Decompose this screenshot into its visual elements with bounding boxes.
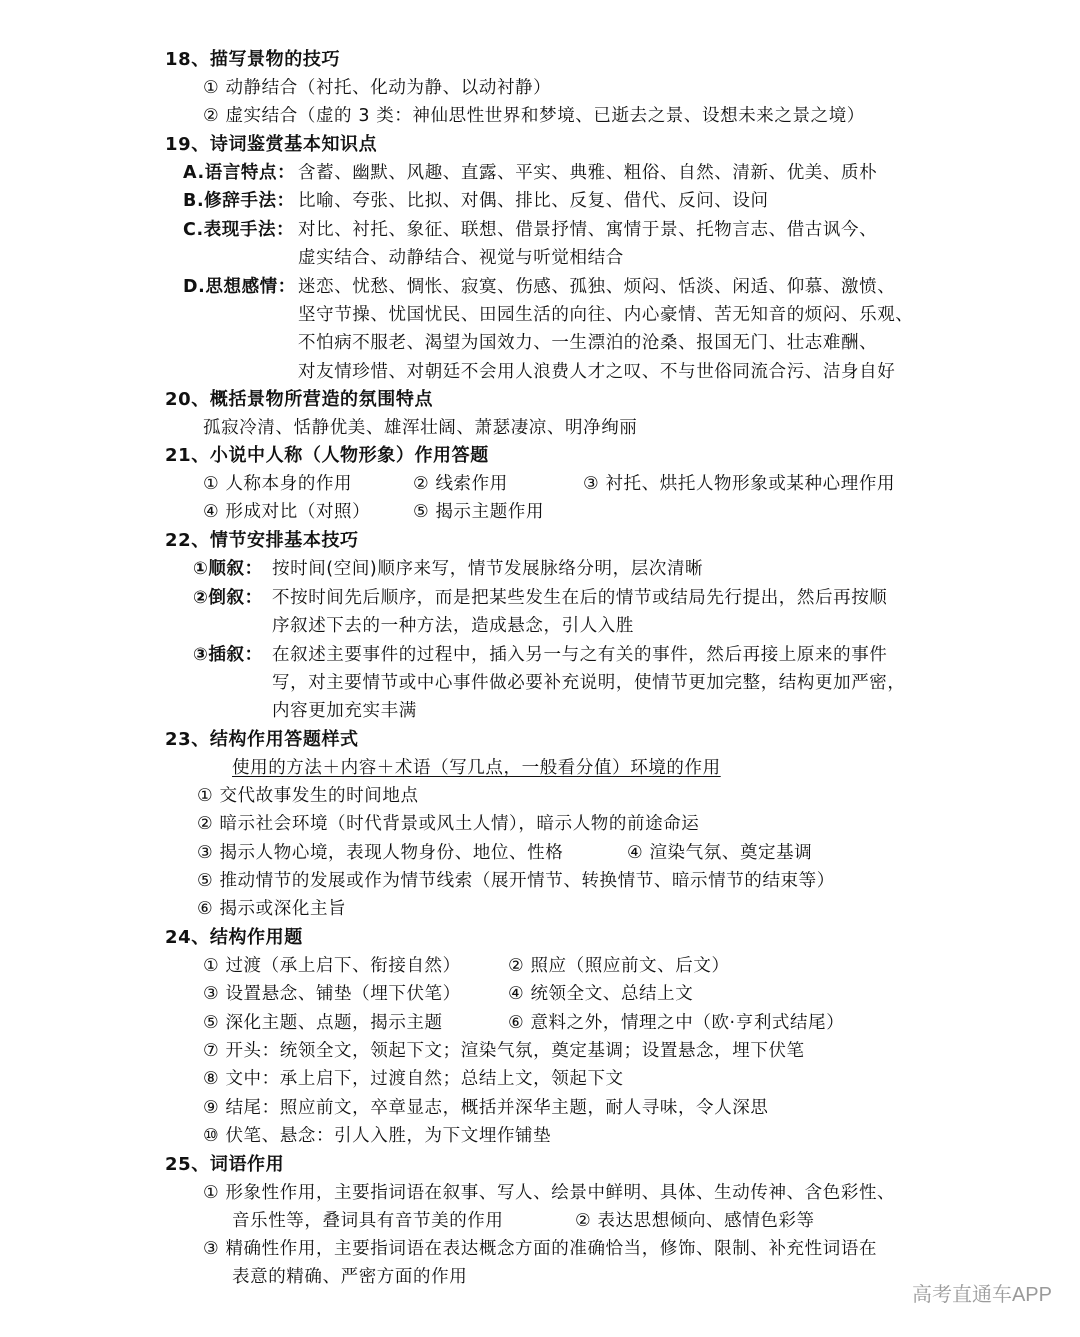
section-19-d-text-2: 坚守节操、忧国忧民、田园生活的向往、内心豪情、苦无知音的烦闷、乐观、 (298, 305, 914, 325)
section-19-c-text-1: 对比、衬托、象征、联想、借景抒情、寓情于景、托物言志、借古讽今、 (298, 220, 878, 240)
section-21-item-3: ③ 衬托、烘托人物形象或某种心理作用 (583, 474, 896, 494)
section-19-a-text: 含蓄、幽默、风趣、直露、平实、典雅、粗俗、自然、清新、优美、质朴 (298, 163, 878, 183)
section-19-c-label: C.表现手法： (183, 220, 295, 240)
section-23-line-4: ⑤ 推动情节的发展或作为情节线索（展开情节、转换情节、暗示情节的结束等） (197, 871, 835, 891)
section-23-line-1: ① 交代故事发生的时间地点 (197, 786, 419, 806)
section-24-line-6: ⑨ 结尾：照应前文，卒章显志，概括并深华主题，耐人寻味，令人深思 (203, 1098, 769, 1118)
section-22-c-label: ③插叙： (193, 645, 263, 665)
section-20-line-1: 孤寂冷清、恬静优美、雄浑壮阔、萧瑟凄凉、明净绚丽 (203, 418, 638, 438)
section-24-line-3a: ⑤ 深化主题、点题，揭示主题 (203, 1013, 443, 1033)
section-24-line-2a: ③ 设置悬念、铺垫（埋下伏笔） (203, 984, 461, 1004)
section-19-b-label: B.修辞手法： (183, 191, 295, 211)
section-22-c-text-2: 写，对主要情节或中心事件做必要补充说明，使情节更加完整，结构更加严密， (272, 673, 906, 693)
section-24-line-1a: ① 过渡（承上启下、衔接自然） (203, 956, 461, 976)
section-24-line-1b: ② 照应（照应前文、后文） (508, 956, 730, 976)
section-25-line-2a: 音乐性等，叠词具有音节美的作用 (232, 1211, 504, 1231)
section-21-item-1: ① 人称本身的作用 (203, 474, 353, 494)
section-23-line-3b: ④ 渲染气氛、奠定基调 (627, 843, 813, 863)
section-24-line-2b: ④ 统领全文、总结上文 (508, 984, 694, 1004)
section-22-title: 22、情节安排基本技巧 (165, 530, 359, 551)
section-21-title: 21、小说中人称（人物形象）作用答题 (165, 445, 489, 466)
section-22-c-text-3: 内容更加充实丰满 (272, 701, 417, 721)
section-19-d-text-1: 迷恋、忧愁、惆怅、寂寞、伤感、孤独、烦闷、恬淡、闲适、仰慕、激愤、 (298, 277, 896, 297)
section-19-title: 19、诗词鉴赏基本知识点 (165, 134, 378, 155)
section-22-b-text-1: 不按时间先后顺序，而是把某些发生在后的情节或结局先行提出，然后再按顺 (272, 588, 888, 608)
section-19-d-text-3: 不怕病不服老、渴望为国效力、一生漂泊的沧桑、报国无门、壮志难酬、 (298, 333, 878, 353)
section-23-formula: 使用的方法＋内容＋术语（写几点，一般看分值）环境的作用 (232, 758, 721, 778)
section-23-line-5: ⑥ 揭示或深化主旨 (197, 899, 347, 919)
watermark-text: 高考直通车APP (911, 1284, 1052, 1306)
section-22-b-text-2: 序叙述下去的一种方法，造成悬念，引人入胜 (272, 616, 634, 636)
section-24-title: 24、结构作用题 (165, 927, 303, 948)
section-24-line-3b: ⑥ 意料之外，情理之中（欧·亨利式结尾） (508, 1013, 845, 1033)
section-19-d-text-4: 对友情珍惜、对朝廷不会用人浪费人才之叹、不与世俗同流合污、洁身自好 (298, 362, 896, 382)
section-18-line-2: ② 虚实结合（虚的 3 类：神仙思性世界和梦境、已逝去之景、设想未来之景之境） (203, 106, 865, 126)
section-18-line-1: ① 动静结合（衬托、化动为静、以动衬静） (203, 78, 552, 98)
section-23-line-2: ② 暗示社会环境（时代背景或风土人情），暗示人物的前途命运 (197, 814, 700, 834)
section-25-line-3: ③ 精确性作用，主要指词语在表达概念方面的准确恰当，修饰、限制、补充性词语在 (203, 1239, 878, 1259)
section-21-item-5: ⑤ 揭示主题作用 (413, 502, 545, 522)
section-20-title: 20、概括景物所营造的氛围特点 (165, 389, 434, 410)
section-19-d-label: D.思想感情： (183, 277, 296, 297)
section-21-item-2: ② 线索作用 (413, 474, 508, 494)
section-19-c-text-2: 虚实结合、动静结合、视觉与听觉相结合 (298, 248, 624, 268)
section-22-a-label: ①顺叙： (193, 559, 263, 579)
section-22-a-text: 按时间(空间)顺序来写，情节发展脉络分明，层次清晰 (272, 559, 704, 579)
section-24-line-4: ⑦ 开头：统领全文，领起下文；渲染气氛，奠定基调；设置悬念，埋下伏笔 (203, 1041, 805, 1061)
section-23-title: 23、结构作用答题样式 (165, 729, 359, 750)
section-25-line-2b: ② 表达思想倾向、感情色彩等 (575, 1211, 815, 1231)
section-18-title: 18、描写景物的技巧 (165, 49, 341, 70)
section-19-a-label: A.语言特点： (183, 163, 296, 183)
section-22-b-label: ②倒叙： (193, 588, 263, 608)
section-21-item-4: ④ 形成对比（对照） (203, 502, 371, 522)
section-25-line-1: ① 形象性作用，主要指词语在叙事、写人、绘景中鲜明、具体、生动传神、含色彩性、 (203, 1183, 896, 1203)
section-22-c-text-1: 在叙述主要事件的过程中，插入另一与之有关的事件，然后再接上原来的事件 (272, 645, 888, 665)
section-23-line-3a: ③ 揭示人物心境，表现人物身份、地位、性格 (197, 843, 564, 863)
section-25-line-4: 表意的精确、严密方面的作用 (232, 1267, 468, 1287)
section-24-line-7: ⑩ 伏笔、悬念：引人入胜，为下文埋作铺垫 (203, 1126, 552, 1146)
section-19-b-text: 比喻、夸张、比拟、对偶、排比、反复、借代、反问、设问 (298, 191, 769, 211)
section-24-line-5: ⑧ 文中：承上启下，过渡自然；总结上文，领起下文 (203, 1069, 624, 1089)
section-25-title: 25、词语作用 (165, 1154, 285, 1175)
